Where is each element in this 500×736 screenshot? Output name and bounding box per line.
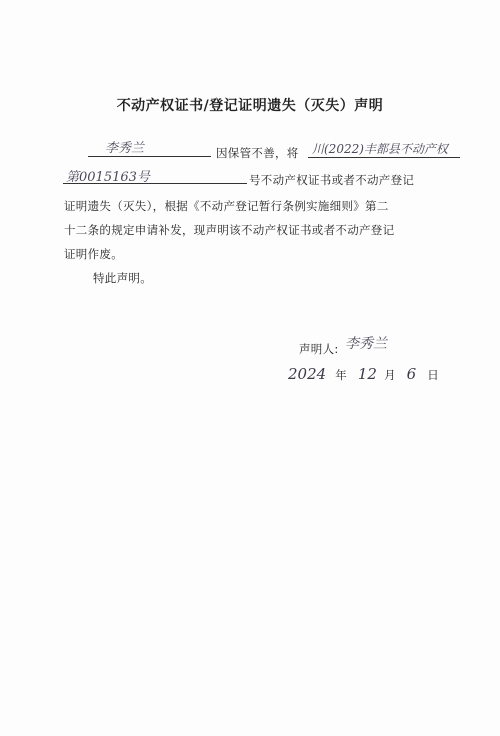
declaration-date — [288, 364, 439, 383]
statement-line-1: 因保管不善，将 — [216, 146, 299, 160]
signature-handwritten: 李秀兰 — [345, 336, 387, 352]
date-year: 2024 — [288, 365, 327, 383]
certificate-underline-1 — [308, 157, 460, 158]
date-day-label: 日 — [427, 368, 439, 382]
date-month: 12 — [357, 365, 377, 383]
statement-line-3: 证明遗失（灭失），根据《不动产登记暂行条例实施细则》第二 — [64, 199, 389, 213]
declarant-name-handwritten: 李秀兰 — [105, 141, 145, 156]
closing-text: 特此声明。 — [93, 271, 152, 285]
signature-label: 声明人: — [299, 342, 339, 356]
certificate-number-part1: 川(2022)丰都县不动产权 — [312, 142, 448, 156]
date-day: 6 — [406, 365, 417, 383]
statement-line-5: 证明作废。 — [64, 247, 123, 261]
statement-line-2: 号不动产权证书或者不动产登记 — [249, 173, 415, 187]
date-year-label: 年 — [335, 368, 347, 382]
name-underline — [88, 156, 211, 157]
certificate-number-part2: 第0015163号 — [66, 170, 150, 185]
date-month-label: 月 — [384, 368, 396, 382]
certificate-underline-2 — [63, 183, 247, 184]
document-title: 不动产权证书/登记证明遗失（灭失）声明 — [116, 98, 384, 114]
statement-line-4: 十二条的规定申请补发，现声明该不动产权证书或者不动产登记 — [64, 223, 395, 237]
